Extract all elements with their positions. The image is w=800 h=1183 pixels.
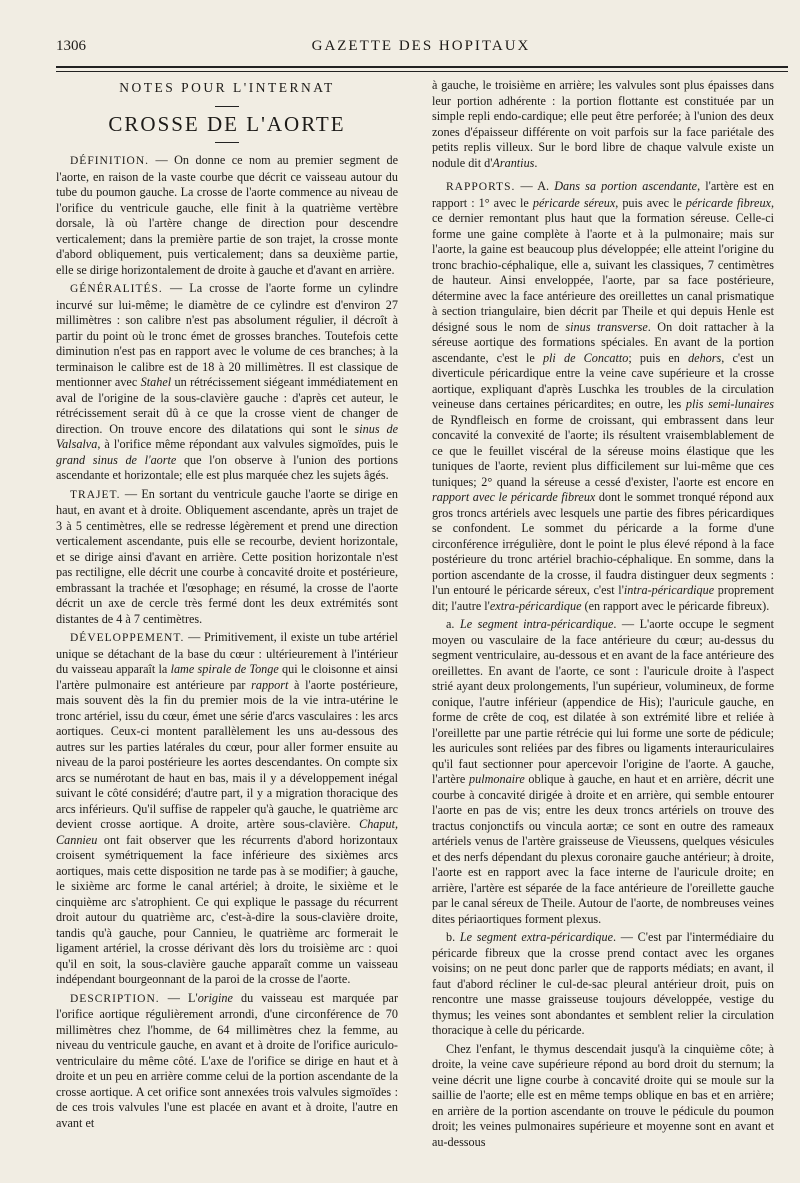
running-title: GAZETTE DES HOPITAUX	[311, 38, 531, 54]
text-rapports-11: (en rapport avec le péricarde fibreux).	[581, 598, 770, 613]
text-rapports-9: dont le sommet tronqué répond aux gros troncs artériels avec lesquels une partie des fibres péricardiques se confondent. Le sommet du péricarde a la forme d'une circonférence irrégulière, dont le point le plus élevé répond à la face postérieure du tronc artériel brachio-céphalique. En somme, dans la portion ascendante de la crosse, il faudra distinguer deux segments : l'un entouré le péricarde séreux, c'est l'	[432, 490, 774, 597]
text-developpement-1: — Primitivement, il existe un tube artériel unique se détachant de la base du cœur : ultérieurement à l'intérieur du vaisseau apparaît la	[56, 630, 398, 676]
text-rapports-ascendante: Dans sa portion ascendante	[554, 179, 698, 193]
lead-generalites: GÉNÉRALITÉS.	[70, 283, 163, 295]
text-rapports-3: , puis avec le	[615, 195, 686, 210]
text-generalites-1: — La crosse de l'aorte forme un cylindre incurvé sur lui-même; le diamètre de ce cylindre est d'environ 27 millimètres : son calibre n'est pas absolument régulier, il décroît à partir du point où le tronc émet de grosses branches. Toutefois cette diminution n'est pas en rapport avec le volume de ces branches; à la terminaison le calibre est de 18 à 20 millimètres. Il est classique de mentionner avec	[56, 281, 398, 389]
text-developpement-3: à l'aorte postérieure, mais souvent dès la fin du premier mois de la vie intra-utérine le tronc artériel, issu du cœur, émet une série d'arcs vasculaires : les arcs aortiques. Ceux-ci montent parallèlement les uns au-dessous des autres sur les parties latérales du cœur, pour aller former ensuite au niveau de la paroi postérieure les aortes descendantes. On compte six arcs se numérotant de haut en bas, mais il y a développement inégal suivant le côté considéré; d'autre part, il y a migration thoracique des arcs inférieurs. Qu'il suffise de rappeler qu'à gauche, le quatrième arc devient crosse aortique. A droite, artère sous-clavière.	[56, 677, 398, 831]
text-rapports-dehors: dehors	[688, 350, 722, 365]
header-rule-thick	[56, 66, 788, 68]
text-rapports-extra: extra-péricardique	[489, 598, 582, 613]
paragraph-trajet	[56, 487, 398, 628]
right-column	[432, 78, 774, 1153]
text-segment-a-1: a.	[446, 617, 460, 631]
text-rapports-pericarde-fibreux: péricarde fibreux	[685, 195, 771, 210]
text-developpement-4: ont fait observer que les récurrents d'abord horizontaux croisent symétriquement la face inférieure des sixièmes arcs aortiques, mais cette disposition ne tarde pas à se modifier; à gauche, le sixième arc forme le canal artériel; à droite, le sixième et le cinquième arc s'atrophient. Ce qui explique le passage du récurrent droit autour du quatrième arc, c'est-à-dire la sous-clavière droite, tandis qu'à gauche, pour Cannieu, le quatrième arc formerait le ligament artériel, la crosse dérivant dès lors du troisième arc : quoi qu'il en soit, la sous-clavière gauche apparaît comme un vaisseau indépendant bourgeonnant de la paroi de la crosse de l'aorte.	[56, 832, 398, 986]
text-generalites-4: que l'on observe à l'union des portions ascendante et horizontale; elle est plus marquée chez les sujets âgés.	[56, 452, 398, 482]
text-segment-a-title: Le segment intra-péricardique	[459, 617, 614, 631]
text-generalites-sinus-valsalva: sinus de Valsalva	[56, 421, 398, 451]
text-rapports-5: . On doit rattacher à la séreuse aortique des formations spéciales. En avant de la portion ascendante, c'est le	[432, 319, 774, 365]
text-trajet: — En sortant du ventricule gauche l'aorte se dirige en haut, en avant et à droite. Obliquement ascendante, après un trajet de 3 à 5 centimètres, elle se redresse légèrement et prend une direction verticalement ascendante, puis elle se recourbe, devient horizontale, et se dirige ainsi d'avant en arrière. Cette position horizontale n'est pas rectiligne, elle décrit une courbe à concavité droite et postérieure, embrassant la trachée et l'œsophage; en résumé, la crosse de l'aorte décrit un axe de cercle très fermé dont les deux extrémités sont distantes de 4 à 7 centimètres.	[56, 486, 398, 626]
title-divider	[215, 142, 239, 143]
text-enfant: Chez l'enfant, le thymus descendait jusqu'à la cinquième côte; à droite, la veine cave supérieure répond au bord droit du sternum; la veine décrit une ligne courbe à concavité droite qui se moule sur la saillie de l'aorte; elle est en même temps oblique en bas et en arrière; en arrière de la portion ascendante on trouve le pédicule du poumon droit; les veines pulmonaires supérieure et moyenne sont en avant et au-dessous	[432, 1041, 774, 1149]
text-cont-1: à gauche, le troisième en arrière; les valvules sont plus épaisses dans leur portion adhérente : la portion flottante est constituée par un simple repli endo-cardique; elle peut être perforée; à l'union des deux zones d'épaisseur différente on voit parfois sur la face pariétale des petits replis villeux. Sur le bord libre de chaque valvule existe un nodule dit d'	[432, 78, 774, 170]
text-rapports-1: — A.	[515, 179, 555, 193]
text-cont-arantius: Arantius	[492, 155, 535, 170]
text-segment-a-2: . — L'aorte occupe le segment moyen ou vasculaire de la face antérieure du cœur; au-dessus du segment ventriculaire, au-dessous et en avant de la face antérieure des oreillettes. En avant de l'aorte, ce sont : l'auricule droite à l'aspect strié ayant deux prolongements, l'un supérieur, volumineux, de forme conique, l'autre inférieur (appendice de His); l'auricule gauche, en forme de crête de coq, est dilatée à son extrémité libre et reliée à l'oreillette par une partie rétrécie qui lui forme une sorte de pédicule; les auricules sont reliées par des fibres ou ligaments interauriculaires qu'il faut sectionner pour apercevoir l'origine de l'aorte. A gauche, l'artère	[432, 617, 775, 786]
text-rapports-rapport-fibreux: rapport avec le péricarde fibreux	[432, 490, 596, 504]
text-rapports-pli-concatto: pli de Concatto	[542, 350, 629, 365]
left-column	[56, 80, 398, 1134]
text-segment-a-3: oblique à gauche, en haut et en arrière, décrit une courbe à concavité dirigée à droite et en arrière, qui semble entourer l'aorte en pas de vis; entre les deux troncs artériels on trouve des tractus conjonctifs ou vincula aortæ; ce sont en outre des rameaux artériels venus de l'artère graisseuse de Vieussens, quelques vésicules et des nerfs dépendant du plexus coronaire gauche antérieur; à droite, l'aorte est en rapport avec la face interne de l'auricule droite; en arrière, l'artère est séparée de la face antérieure de l'oreillette gauche par le canal séreux de Theile. Autour de l'aorte, de nombreuses veines dites périaortiques forment plexus.	[432, 772, 774, 926]
text-rapports-4: , ce dernier remontant plus haut que la formation séreuse. Celle-ci forme une gaine complète à l'aorte et à la pulmonaire; mais sur l'aorte, la gaine est beaucoup plus développée; elle atteint l'origine du tronc brachio-céphalique, elle a, suivant les classiques, 7 centimètres de hauteur. Ainsi enveloppée, l'aorte, par sa face postérieure, détermine avec la face antérieure des oreillettes un canal prismatique à section triangulaire, bien décrit par Theile et qui depuis Henle est désigné sous le nom de	[432, 195, 775, 334]
lead-description: DESCRIPTION.	[70, 992, 160, 1005]
lead-developpement: DÉVELOPPEMENT.	[70, 632, 185, 644]
paragraph-enfant	[432, 1042, 774, 1151]
header-rule-thin	[56, 71, 788, 72]
article-title: CROSSE DE L'AORTE	[108, 111, 346, 136]
text-rapports-plis-semi-lunaires: plis semi-lunaires	[685, 397, 774, 411]
paragraph-definition	[56, 153, 398, 278]
page-header	[56, 38, 786, 62]
paragraph-rapports	[432, 179, 774, 614]
text-generalites-3: , à l'orifice même répondant aux valvules sigmoïdes, puis le	[97, 437, 398, 451]
text-developpement-2: qui le cloisonne et ainsi l'artère pulmonaire est antérieure par	[56, 662, 398, 692]
text-rapports-intra: intra-péricardique	[623, 583, 715, 597]
text-rapports-6: ; puis en	[628, 350, 689, 365]
text-developpement-lame: lame spirale de Tonge	[170, 662, 279, 676]
text-rapports-7: , c'est un diverticule péricardique entre la veine cave supérieure et la crosse aortique, expliquant d'après Luschka les troubles de la circulation veineuse dans certaines péricardites; en outre, les	[432, 350, 774, 411]
text-cont-2: .	[534, 155, 538, 170]
paragraph-segment-a	[432, 617, 774, 927]
text-description-origine: origine	[197, 990, 233, 1005]
text-segment-a-pulmonaire: pulmonaire	[469, 772, 525, 786]
text-description-2: du vaisseau est marquée par l'orifice aortique régulièrement arrondi, d'une circonférence de 70 millimètres chez l'homme, de 64 millimètres chez la femme, au niveau du ventricule gauche, en avant et à droite de l'orifice auriculo-ventriculaire du même côté. L'axe de l'orifice se dirige en haut et à droite et un peu en arrière comme celui de la portion ascendante de la crosse aortique. A cet orifice sont annexées trois valvules sigmoïdes : de ces trois valvules l'une est placée en avant et à droite, l'autre en avant et	[56, 990, 399, 1130]
text-definition: — On donne ce nom au premier segment de l'aorte, en raison de la vaste courbe que décrit ce vaisseau autour du tube du poumon gauche. La crosse de l'aorte commence au niveau de l'orifice du ventricule gauche, elle finit à la quatrième vertèbre dorsale, là où l'artère change de direction pour descendre verticalement; dans la première partie de son trajet, la crosse monte d'abord obliquement, puis verticalement; dans sa deuxième partie, elle se dirige horizontalement de droite à gauche et d'avant en arrière.	[56, 153, 398, 277]
lead-trajet: TRAJET.	[70, 488, 121, 501]
text-rapports-2: , l'artère est en rapport : 1° avec le	[432, 179, 774, 210]
text-segment-b-title: Le segment extra-péricardique	[459, 930, 614, 944]
paragraph-generalites	[56, 281, 398, 484]
text-generalites-grand-sinus: grand sinus de l'aorte	[56, 452, 177, 467]
lead-rapports: RAPPORTS.	[446, 181, 516, 193]
text-segment-b-1: b.	[446, 930, 460, 944]
page-number: 1306	[56, 38, 86, 54]
text-rapports-8: de Ryndfleisch en forme de croissant, qui embrassent dans leur concavité la convexité de l'aorte; ils résultent vraisemblablement de ce que le feuillet viscéral de la séreuse moins élastique que les tuniques de l'aorte, revient plus difficilement sur lui-même que ces tuniques; 2° quand la séreuse a cessé d'exister, l'aorte est encore en	[432, 412, 774, 489]
text-generalites-stahel: Stahel	[140, 375, 172, 389]
text-description-1: — L'	[159, 990, 198, 1005]
lead-definition: DÉFINITION.	[70, 155, 150, 167]
text-developpement-rapport: rapport	[251, 677, 289, 692]
text-rapports-10: proprement dit; l'autre l'	[432, 583, 774, 613]
section-divider	[215, 106, 239, 107]
text-generalites-2: un rétrécissement siégeant immédiatement en aval de l'origine de la sous-clavière gauche : d'après cet auteur, le rétrécissement serait dû à ce que la crosse vient de changer de direction. On trouve encore des dilatations qui sont le	[56, 375, 399, 436]
text-segment-b-2: . — C'est par l'intermédiaire du péricarde fibreux que la crosse prend contact avec les organes voisins; on ne peut donc parler que de rapports médiats; en avant, il faut d'abord récliner le cul-de-sac pleural antérieur droit, puis on rencontre une masse graisseuse toujours développée, vestige du thymus; les veines sont abondantes et semblent relier la circulation thoracique à celle du péricarde.	[432, 930, 774, 1037]
paragraph-developpement	[56, 630, 398, 988]
section-label: NOTES POUR L'INTERNAT	[119, 80, 335, 95]
text-rapports-pericarde-sereux: péricarde séreux	[532, 195, 616, 210]
paragraph-continuation	[432, 78, 774, 171]
text-developpement-authors: Chaput, Cannieu	[56, 817, 398, 847]
paragraph-description	[56, 991, 398, 1132]
paragraph-segment-b	[432, 930, 774, 1039]
text-rapports-sinus-transverse: sinus transverse	[565, 319, 648, 334]
